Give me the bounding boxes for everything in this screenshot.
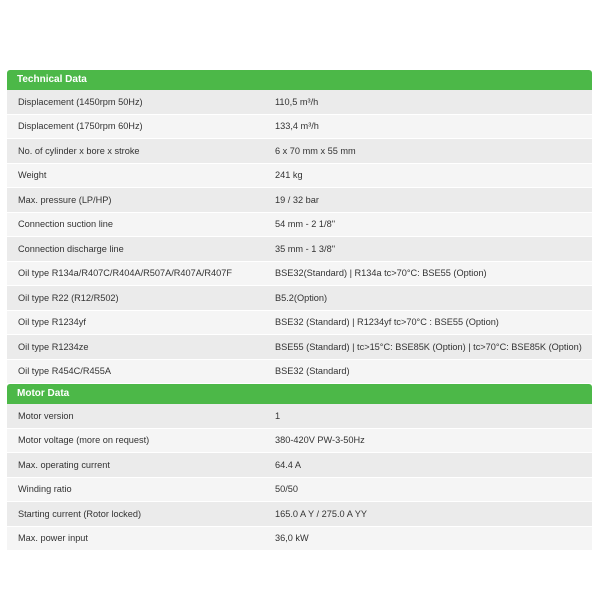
- table-row: [7, 90, 592, 115]
- row-value: BSE55 (Standard) | tc>15°C: BSE85K (Option) | tc>70°C: BSE85K (Option): [275, 341, 582, 352]
- table-row: [7, 311, 592, 336]
- row-label: Oil type R454C/R455A: [18, 366, 111, 377]
- row-value: 380-420V PW-3-50Hz: [275, 435, 365, 446]
- technical-data-header: Technical Data: [7, 70, 592, 90]
- row-value: 50/50: [275, 484, 298, 495]
- row-value: BSE32 (Standard) | R1234yf tc>70°C : BSE55 (Option): [275, 317, 499, 328]
- table-row: [7, 286, 592, 311]
- row-value: BSE32(Standard) | R134a tc>70°C: BSE55 (Option): [275, 268, 487, 279]
- table-row: [7, 478, 592, 503]
- row-label: Max. power input: [18, 533, 88, 544]
- table-row: [7, 429, 592, 454]
- row-label: Weight: [18, 170, 47, 181]
- row-value: 110,5 m³/h: [275, 96, 319, 107]
- technical-data-section: [7, 70, 592, 384]
- table-row: [7, 404, 592, 429]
- table-row: [7, 164, 592, 189]
- table-row: [7, 115, 592, 140]
- row-label: Max. operating current: [18, 459, 110, 470]
- row-label: Motor voltage (more on request): [18, 435, 150, 446]
- motor-data-table: [7, 404, 592, 551]
- spec-tables: [7, 70, 592, 551]
- row-value: 241 kg: [275, 170, 303, 181]
- technical-data-table: [7, 90, 592, 384]
- motor-data-header: Motor Data: [7, 384, 592, 404]
- row-label: Displacement (1450rpm 50Hz): [18, 96, 143, 107]
- row-label: Connection suction line: [18, 219, 113, 230]
- row-value: 133,4 m³/h: [275, 121, 319, 132]
- row-label: Winding ratio: [18, 484, 72, 495]
- row-value: 54 mm - 2 1/8'': [275, 219, 336, 230]
- table-row: [7, 335, 592, 360]
- table-row: [7, 360, 592, 385]
- row-label: Starting current (Rotor locked): [18, 508, 142, 519]
- row-label: Oil type R22 (R12/R502): [18, 292, 119, 303]
- row-label: Oil type R1234ze: [18, 341, 89, 352]
- row-value: 64.4 A: [275, 459, 302, 470]
- row-value: 1: [275, 410, 281, 421]
- table-row: [7, 262, 592, 287]
- row-label: Max. pressure (LP/HP): [18, 194, 112, 205]
- motor-data-section: [7, 384, 592, 551]
- row-label: Oil type R1234yf: [18, 317, 86, 328]
- table-row: [7, 453, 592, 478]
- table-row: [7, 502, 592, 527]
- row-label: Displacement (1750rpm 60Hz): [18, 121, 143, 132]
- row-value: 165.0 A Y / 275.0 A YY: [275, 508, 367, 519]
- row-label: Motor version: [18, 410, 74, 421]
- row-value: BSE32 (Standard): [275, 366, 350, 377]
- row-value: 36,0 kW: [275, 533, 309, 544]
- table-row: [7, 139, 592, 164]
- table-row: [7, 527, 592, 552]
- table-row: [7, 213, 592, 238]
- row-label: No. of cylinder x bore x stroke: [18, 145, 140, 156]
- row-label: Connection discharge line: [18, 243, 124, 254]
- row-value: 35 mm - 1 3/8'': [275, 243, 336, 254]
- table-row: [7, 188, 592, 213]
- row-label: Oil type R134a/R407C/R404A/R507A/R407A/R407F: [18, 268, 232, 279]
- table-row: [7, 237, 592, 262]
- row-value: B5.2(Option): [275, 292, 328, 303]
- row-value: 19 / 32 bar: [275, 194, 319, 205]
- row-value: 6 x 70 mm x 55 mm: [275, 145, 356, 156]
